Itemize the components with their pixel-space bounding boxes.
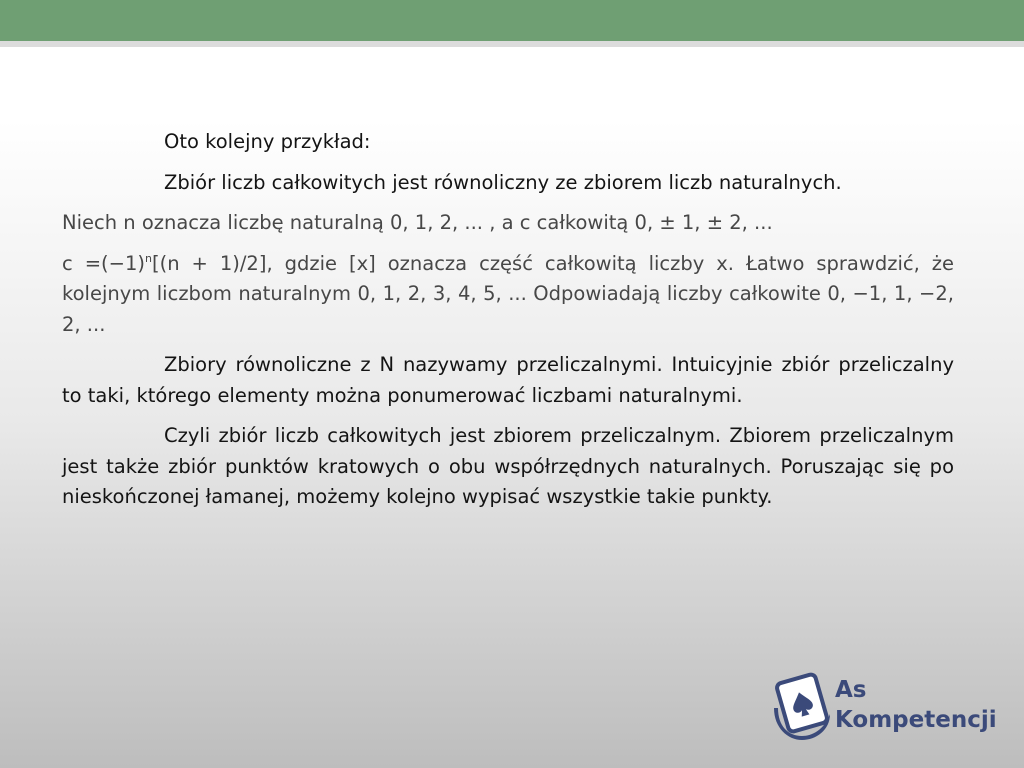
formula-start: c =(−1) xyxy=(62,251,145,275)
logo-line-1: As xyxy=(835,677,867,703)
paragraph-countable: Zbiory równoliczne z N nazywamy przeliczalnymi. Intuicyjnie zbiór przeliczalny to taki, którego elementy można ponumerować liczbami naturalnymi. xyxy=(62,353,954,407)
slide-body xyxy=(62,127,954,523)
paragraph-theorem: Zbiór liczb całkowitych jest równoliczny ze zbiorem liczb naturalnych. xyxy=(164,170,842,194)
logo xyxy=(768,670,998,748)
spade-card-icon xyxy=(768,670,834,744)
formula-explanation: gdzie [x] oznacza część całkowitą liczby x. Łatwo sprawdzić, że kolejnym liczbom naturalnym 0, 1, 2, 3, 4, 5, ... Odpowiadają liczby całkowite 0, −1, 1, −2, 2, ... xyxy=(62,251,954,336)
logo-line-2: Kompetencji xyxy=(835,707,997,733)
paragraph-definition: Niech n oznacza liczbę naturalną 0, 1, 2, ... , a c całkowitą 0, ± 1, ± 2, ... xyxy=(62,211,773,234)
formula-rest: [(n + 1)/2], xyxy=(151,251,273,275)
header-bar xyxy=(0,0,1024,41)
paragraph-formula xyxy=(62,249,954,341)
formula-exponent: n xyxy=(145,251,152,265)
paragraph-intro: Oto kolejny przykład: xyxy=(164,130,371,153)
paragraph-conclusion: Czyli zbiór liczb całkowitych jest zbiorem przeliczalnym. Zbiorem przeliczalnym jest także zbiór punktów kratowych o obu współrzędnych naturalnych. Poruszając się po nieskończonej łamanej, możemy kolejno wypisać wszystkie takie punkty. xyxy=(62,424,954,508)
header-divider xyxy=(0,41,1024,47)
formula xyxy=(62,252,273,275)
